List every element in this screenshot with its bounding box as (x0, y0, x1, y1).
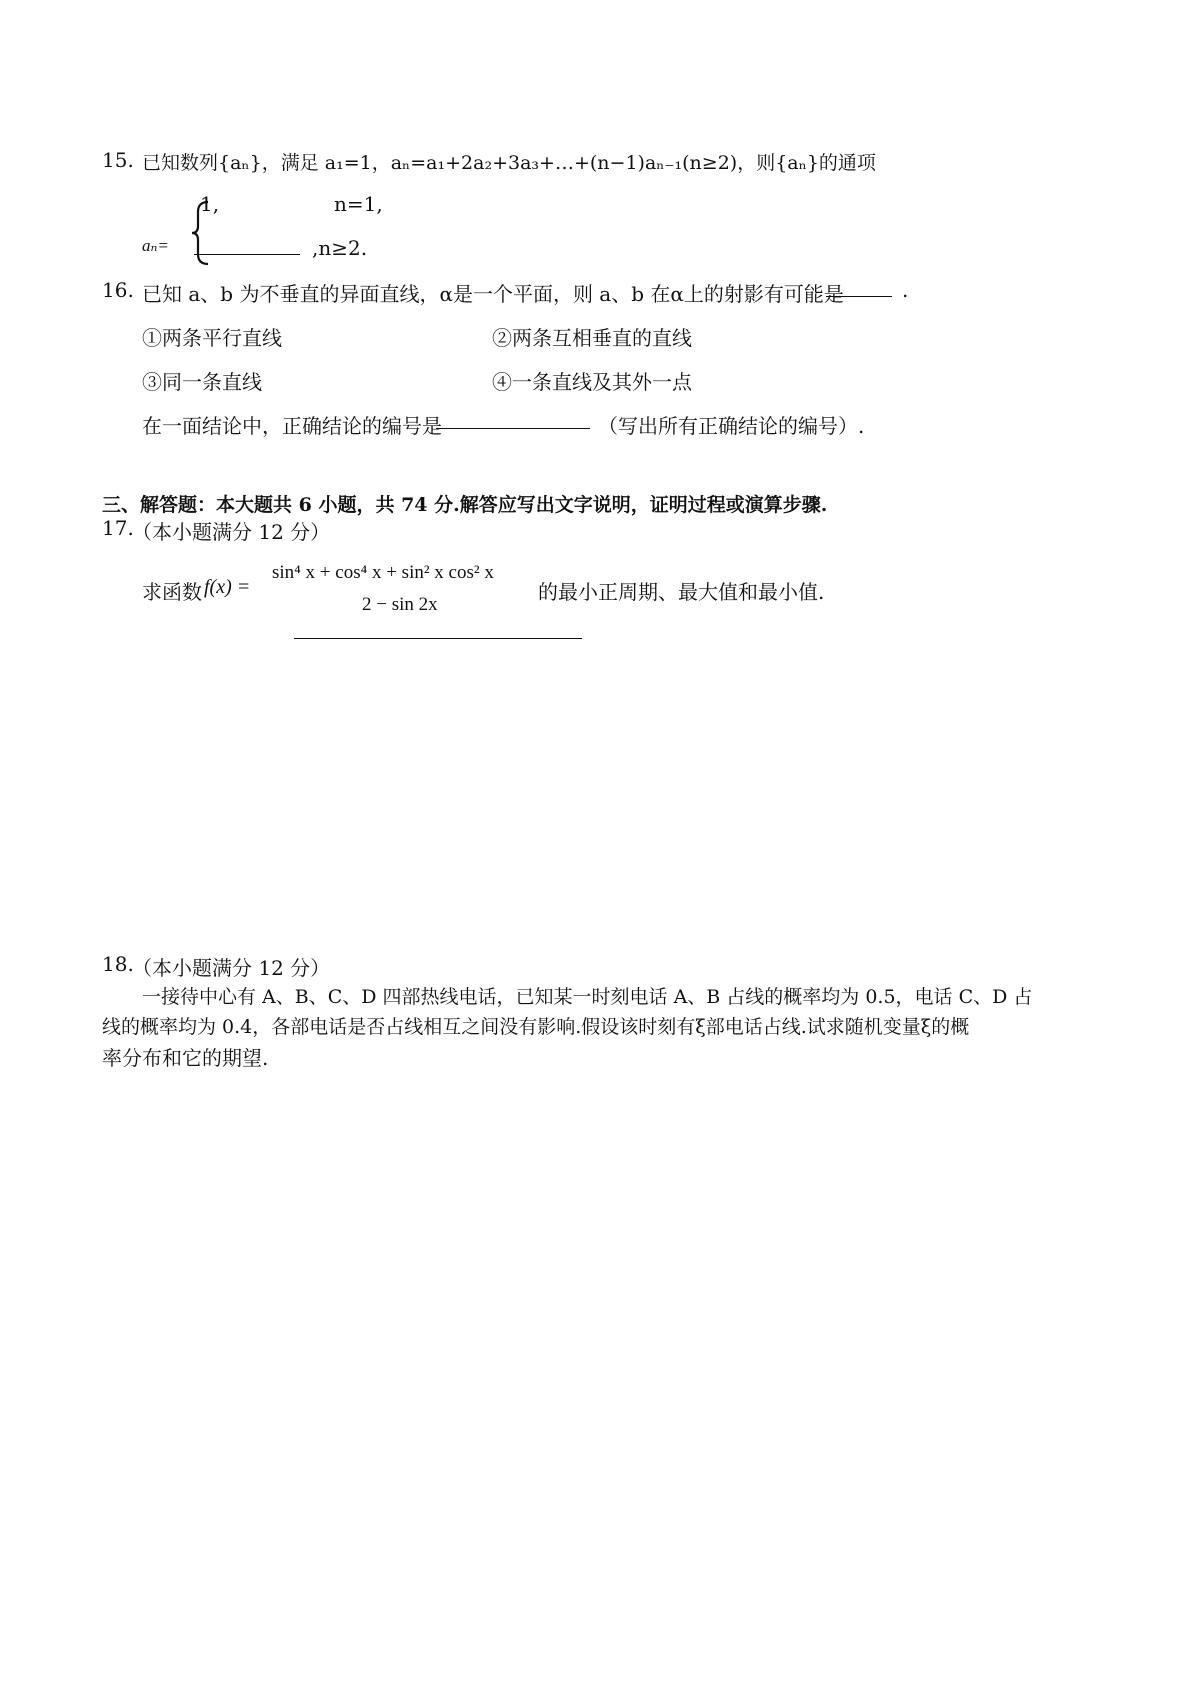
q16-answer-blank[interactable] (826, 278, 892, 297)
q16-stem: 已知 a、b 为不垂直的异面直线，α是一个平面，则 a、b 在α上的射影有可能是 (142, 282, 844, 306)
q15-number: 15. (102, 148, 134, 172)
q15-answer-blank[interactable] (194, 236, 300, 255)
q16-conclusion-prefix: 在一面结论中，正确结论的编号是 (142, 414, 442, 438)
q17-function-name: f(x) = (204, 576, 251, 598)
q17-prefix: 求函数 (142, 580, 202, 604)
q16-option-2: ②两条互相垂直的直线 (492, 326, 692, 350)
q18-line-1: 一接待中心有 A、B、C、D 四部热线电话，已知某一时刻电话 A、B 占线的概率均为 0.5，电话 C、D 占 (142, 986, 1033, 1008)
q18-score: （本小题满分 12 分） (132, 956, 331, 980)
q17-denominator: 2 − sin 2x (362, 594, 438, 615)
q15-case1-value: 1, (200, 192, 220, 216)
q15-lhs: aₙ= (142, 236, 169, 255)
q17-fraction-bar (294, 638, 582, 639)
q16-stem-end: . (902, 278, 909, 302)
q15-case2-condition: ,n≥2. (312, 236, 368, 260)
q17-suffix: 的最小正周期、最大值和最小值. (538, 580, 825, 604)
section3-heading: 三、解答题：本大题共 6 小题，共 74 分.解答应写出文字说明，证明过程或演算步骤. (102, 494, 828, 516)
q16-number: 16. (102, 278, 134, 302)
q16-conclusion-blank[interactable] (436, 410, 590, 429)
q17-score: （本小题满分 12 分） (132, 520, 331, 544)
q17-numerator: sin⁴ x + cos⁴ x + sin² x cos² x (272, 562, 494, 583)
q17-number: 17. (102, 516, 134, 540)
q16-option-4: ④一条直线及其外一点 (492, 370, 692, 394)
q18-number: 18. (102, 952, 134, 976)
q18-line-3: 率分布和它的期望. (102, 1046, 269, 1070)
q16-option-3: ③同一条直线 (142, 370, 262, 394)
q16-conclusion-suffix: （写出所有正确结论的编号）. (598, 414, 865, 438)
q18-line-2: 线的概率均为 0.4，各部电话是否占线相互之间没有影响.假设该时刻有ξ部电话占线.试求随机变量ξ的概 (102, 1016, 970, 1038)
q16-option-1: ①两条平行直线 (142, 326, 282, 350)
q15-case1-condition: n=1, (334, 192, 383, 216)
q15-stem: 已知数列{aₙ}，满足 a₁=1，aₙ=a₁+2a₂+3a₃+…+(n−1)aₙ₋₁(n≥2)，则{aₙ}的通项 (142, 152, 876, 174)
